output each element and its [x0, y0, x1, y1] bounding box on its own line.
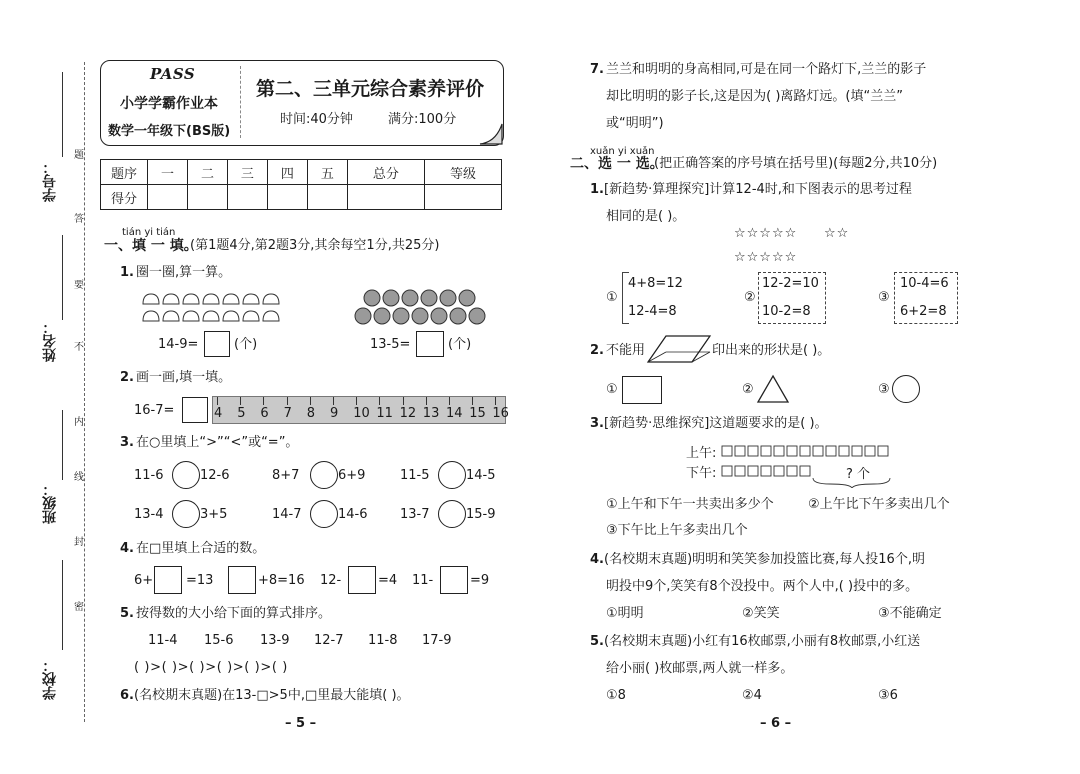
cake: [774, 466, 784, 476]
s2q2-text-post: 印出来的形状是( )。: [712, 343, 831, 358]
q3-right-expr: 14-5: [466, 468, 496, 483]
ruler-number: 6: [260, 406, 269, 421]
ruler-number: 7: [283, 406, 292, 421]
q5-expression: 11-8: [368, 633, 398, 648]
star-row: ☆☆☆☆☆: [734, 226, 798, 241]
ruler-tick: [217, 397, 218, 405]
q3-right-expr: 14-6: [338, 507, 368, 522]
binding-margin: [0, 0, 95, 774]
score-cell[interactable]: [347, 185, 424, 210]
q5-expression: 11-4: [148, 633, 178, 648]
section1-note: (第1题4分,第2题3分,其余每空1分,共25分): [190, 238, 440, 253]
q4-item-post: +8=16: [258, 573, 305, 588]
apple: [440, 290, 456, 306]
peach-group-icon: [140, 288, 282, 324]
cake-rows-icon: [720, 442, 900, 488]
s2q4-line2: 明投中9个,笑笑有8个没投中。两个人中,( )投中的多。: [606, 579, 919, 594]
cake: [735, 446, 745, 456]
ruler-number: 12: [399, 406, 417, 421]
rectangle-shape-icon[interactable]: [622, 376, 662, 404]
peach: [223, 294, 239, 304]
q1-left-expression: 14-9=: [158, 337, 199, 352]
option-line[interactable]: 12-4=8: [628, 304, 677, 319]
series-name: 小学学霸作业本: [120, 96, 218, 112]
s2q2-number: 2.: [590, 343, 604, 358]
q5-expression: 15-6: [204, 633, 234, 648]
apple-group-icon: [352, 288, 494, 326]
q3-right-expr: 12-6: [200, 468, 230, 483]
cake: [800, 446, 810, 456]
peach: [223, 311, 239, 321]
q3-text: 在○里填上“>”“<”或“=”。: [136, 435, 299, 450]
apple: [412, 308, 428, 324]
s2q5-line2: 给小丽( )枚邮票,两人就一样多。: [606, 661, 794, 676]
option-line[interactable]: 6+2=8: [900, 304, 947, 319]
q5-expression: 12-7: [314, 633, 344, 648]
q3-left-expr: 11-6: [134, 468, 164, 483]
table-header-cell: 题序: [101, 160, 148, 185]
peach: [143, 311, 159, 321]
s2q3-text: [新趋势·思维探究]这道题要求的是( )。: [604, 416, 828, 431]
s2q5-number: 5.: [590, 634, 604, 649]
apple: [383, 290, 399, 306]
table-header-cell: 二: [187, 160, 227, 185]
section2-note: (把正确答案的序号填在括号里)(每题2分,共10分): [654, 156, 938, 171]
q2-answer-box[interactable]: [182, 397, 208, 423]
q4-text: 在□里填上合适的数。: [136, 541, 266, 556]
peach: [163, 294, 179, 304]
cake: [787, 446, 797, 456]
q3-left-expr: 13-4: [134, 507, 164, 522]
s2q5-option[interactable]: ③6: [878, 688, 898, 703]
cake: [748, 466, 758, 476]
q4-item-pre: 12-: [320, 573, 342, 588]
cake: [839, 446, 849, 456]
apple: [393, 308, 409, 324]
cake: [761, 466, 771, 476]
peach: [143, 294, 159, 304]
s2q3-option[interactable]: ②上午比下午多卖出几个: [808, 497, 950, 512]
q3-left-expr: 14-7: [272, 507, 302, 522]
seal-char: 线: [74, 472, 84, 483]
cake: [774, 446, 784, 456]
q5-text: 按得数的大小给下面的算式排序。: [136, 606, 332, 621]
score-cell[interactable]: [424, 185, 501, 210]
option-mark: ③: [878, 290, 890, 305]
q4-item-pre: 11-: [412, 573, 434, 588]
seal-char: 密: [74, 602, 84, 613]
apple: [469, 308, 485, 324]
q3-compare-circle[interactable]: [310, 500, 338, 528]
ruler-tick: [379, 397, 380, 405]
ruler-tick: [287, 397, 288, 405]
section1-title: 一、填 一 填。: [104, 238, 198, 254]
peach: [183, 294, 199, 304]
score-table: [100, 159, 502, 210]
cake: [813, 446, 823, 456]
class-label: 班级：: [42, 482, 58, 524]
pass-logo: PASS: [150, 65, 196, 83]
ruler-number: 8: [306, 406, 316, 421]
ruler-tick: [426, 397, 427, 405]
seal-char: 答: [74, 214, 84, 225]
full-score: 满分:100分: [388, 112, 457, 127]
score-cell[interactable]: [148, 185, 188, 210]
s2q4-line1: (名校期末真题)明明和笑笑参加投篮比赛,每人投16个,明: [604, 552, 925, 567]
q4-item-post: =13: [186, 573, 214, 588]
question-count: ? 个: [846, 467, 871, 482]
ruler-tick: [356, 397, 357, 405]
q3-compare-circle[interactable]: [438, 461, 466, 489]
q4-item-pre: 6+: [134, 573, 154, 588]
score-cell[interactable]: [267, 185, 307, 210]
q7-line1: 兰兰和明明的身高相同,可是在同一个路灯下,兰兰的影子: [606, 62, 927, 77]
peach: [263, 294, 279, 304]
q4-item-post: =4: [378, 573, 398, 588]
peach: [203, 294, 219, 304]
ruler-number: 13: [422, 406, 440, 421]
ruler-tick: [263, 397, 264, 405]
exam-time: 时间:40分钟: [280, 112, 353, 127]
grade-edition: 数学一年级下(BS版): [108, 124, 231, 139]
q1-text: 圈一圈,算一算。: [136, 265, 232, 280]
table-header-cell: 三: [227, 160, 267, 185]
student-id-label: 学号：: [42, 160, 58, 202]
s2q1-line2: 相同的是( )。: [606, 209, 686, 224]
ruler-number: 15: [469, 406, 486, 421]
score-cell[interactable]: [307, 185, 347, 210]
table-header-cell: 等级: [424, 160, 501, 185]
ruler-tick: [472, 397, 473, 405]
school-label: 学校：: [42, 658, 58, 700]
cake: [722, 446, 732, 456]
s2q5-option[interactable]: ①8: [606, 688, 626, 703]
s2q4-option[interactable]: ①明明: [606, 606, 644, 621]
option-mark: ②: [744, 290, 756, 305]
apple: [450, 308, 466, 324]
s2q4-number: 4.: [590, 552, 604, 567]
q4-answer-box[interactable]: [154, 566, 182, 594]
q1-left-answer-box[interactable]: [204, 331, 230, 357]
peach: [263, 311, 279, 321]
q2-number: 2.: [120, 370, 134, 385]
peach: [243, 294, 259, 304]
section2-title: 二、选 一 选。: [570, 156, 664, 172]
score-cell[interactable]: [187, 185, 227, 210]
q1-right-answer-box[interactable]: [416, 331, 444, 357]
s2q3-number: 3.: [590, 416, 604, 431]
q4-answer-box[interactable]: [440, 566, 468, 594]
apple: [421, 290, 437, 306]
option-mark: ②: [742, 382, 754, 397]
q3-left-expr: 8+7: [272, 468, 300, 483]
s2q4-option[interactable]: ②笑笑: [742, 606, 780, 621]
s2q5-line1: (名校期末真题)小红有16枚邮票,小丽有8枚邮票,小红送: [604, 634, 921, 649]
page-curl-icon: [478, 120, 504, 146]
q5-order-line[interactable]: ( )>( )>( )>( )>( )>( ): [134, 660, 288, 675]
morning-label: 上午:: [686, 446, 717, 461]
q3-compare-circle[interactable]: [172, 500, 200, 528]
table-header-cell: 一: [148, 160, 188, 185]
apple: [402, 290, 418, 306]
q6-number: 6.: [120, 688, 134, 703]
option-line[interactable]: 10-2=8: [762, 304, 811, 319]
ruler-number: 5: [237, 406, 246, 421]
name-label: 姓名：: [42, 320, 58, 362]
page-title: 第二、三单元综合素养评价: [256, 78, 485, 100]
cake: [761, 446, 771, 456]
peach: [203, 311, 219, 321]
q5-number: 5.: [120, 606, 134, 621]
cake: [865, 446, 875, 456]
section1-pinyin: tián yi tián: [122, 227, 176, 238]
circle-shape-icon[interactable]: [892, 375, 920, 403]
option-line[interactable]: 12-2=10: [762, 276, 819, 291]
q3-compare-circle[interactable]: [310, 461, 338, 489]
peach: [243, 311, 259, 321]
score-cell[interactable]: [227, 185, 267, 210]
q5-expression: 17-9: [422, 633, 452, 648]
ruler-number: 9: [330, 406, 339, 421]
q6-text: (名校期末真题)在13-□>5中,□里最大能填( )。: [134, 688, 410, 703]
cake: [878, 446, 888, 456]
star-row: ☆☆: [824, 226, 850, 241]
q1-right-unit: (个): [448, 337, 472, 352]
apple: [374, 308, 390, 324]
apple: [459, 290, 475, 306]
ruler-number: 10: [353, 406, 370, 421]
option-line[interactable]: 10-4=6: [900, 276, 949, 291]
section2-pinyin: xuǎn yi xuǎn: [590, 146, 655, 157]
cake: [787, 466, 797, 476]
peach: [183, 311, 199, 321]
ruler-tick: [310, 397, 311, 405]
s2q1-line1: [新趋势·算理探究]计算12-4时,和下图表示的思考过程: [604, 182, 912, 197]
table-header-cell: 四: [267, 160, 307, 185]
cake: [735, 466, 745, 476]
ruler-tick: [449, 397, 450, 405]
star-row: ☆☆☆☆☆: [734, 250, 798, 265]
q3-left-expr: 13-7: [400, 507, 430, 522]
ruler-number: 14: [446, 406, 463, 421]
cake: [748, 446, 758, 456]
ruler-tick: [333, 397, 334, 405]
q3-right-expr: 6+9: [338, 468, 366, 483]
s2q1-number: 1.: [590, 182, 604, 197]
triangular-prism-icon: [646, 332, 712, 366]
table-header-cell: 总分: [347, 160, 424, 185]
page-number-left: – 5 –: [285, 716, 317, 731]
q3-number: 3.: [120, 435, 134, 450]
q3-compare-circle[interactable]: [438, 500, 466, 528]
q7-line3: 或“明明”): [606, 116, 664, 131]
option-mark: ①: [606, 290, 618, 305]
q4-number: 4.: [120, 541, 134, 556]
q3-right-expr: 3+5: [200, 507, 228, 522]
ruler-number: 16: [492, 406, 509, 421]
q5-expression: 13-9: [260, 633, 290, 648]
apple: [431, 308, 447, 324]
ruler-tick: [403, 397, 404, 405]
q1-number: 1.: [120, 265, 134, 280]
seal-char: 封: [74, 537, 84, 548]
q4-answer-box[interactable]: [348, 566, 376, 594]
s2q3-option[interactable]: ①上午和下午一共卖出多少个: [606, 497, 774, 512]
apple: [364, 290, 380, 306]
q1-right-expression: 13-5=: [370, 337, 411, 352]
afternoon-label: 下午:: [686, 466, 717, 481]
cake: [852, 446, 862, 456]
seal-char: 题: [74, 150, 84, 161]
cake: [800, 466, 810, 476]
s2q5-option[interactable]: ②4: [742, 688, 762, 703]
peach: [163, 311, 179, 321]
triangle-shape-icon[interactable]: [756, 374, 790, 404]
table-row-label: 得分: [101, 185, 148, 210]
s2q4-option[interactable]: ③不能确定: [878, 606, 942, 621]
q1-left-unit: (个): [234, 337, 258, 352]
option-mark: ①: [606, 382, 618, 397]
ruler-number: 11: [376, 406, 393, 421]
seal-char: 内: [74, 417, 84, 428]
s2q2-text-pre: 不能用: [606, 343, 646, 358]
q7-number: 7.: [590, 62, 604, 77]
q3-compare-circle[interactable]: [172, 461, 200, 489]
q3-right-expr: 15-9: [466, 507, 496, 522]
option-line[interactable]: 4+8=12: [628, 276, 683, 291]
cake: [826, 446, 836, 456]
ruler-number: 4: [214, 406, 223, 421]
option-mark: ③: [878, 382, 890, 397]
q3-left-expr: 11-5: [400, 468, 430, 483]
q4-answer-box[interactable]: [228, 566, 256, 594]
ruler-tick: [240, 397, 241, 405]
q4-item-post: =9: [470, 573, 490, 588]
seal-char: 要: [74, 280, 84, 291]
ruler-tick: [495, 397, 496, 405]
cake: [722, 466, 732, 476]
q7-line2: 却比明明的影子长,这是因为( )离路灯远。(填“兰兰”: [606, 89, 903, 104]
s2q3-option[interactable]: ③下午比上午多卖出几个: [606, 523, 748, 538]
q2-expression: 16-7=: [134, 403, 175, 418]
seal-char: 不: [74, 342, 84, 353]
q2-text: 画一画,填一填。: [136, 370, 232, 385]
table-header-cell: 五: [307, 160, 347, 185]
apple: [355, 308, 371, 324]
page-number-right: – 6 –: [760, 716, 792, 731]
